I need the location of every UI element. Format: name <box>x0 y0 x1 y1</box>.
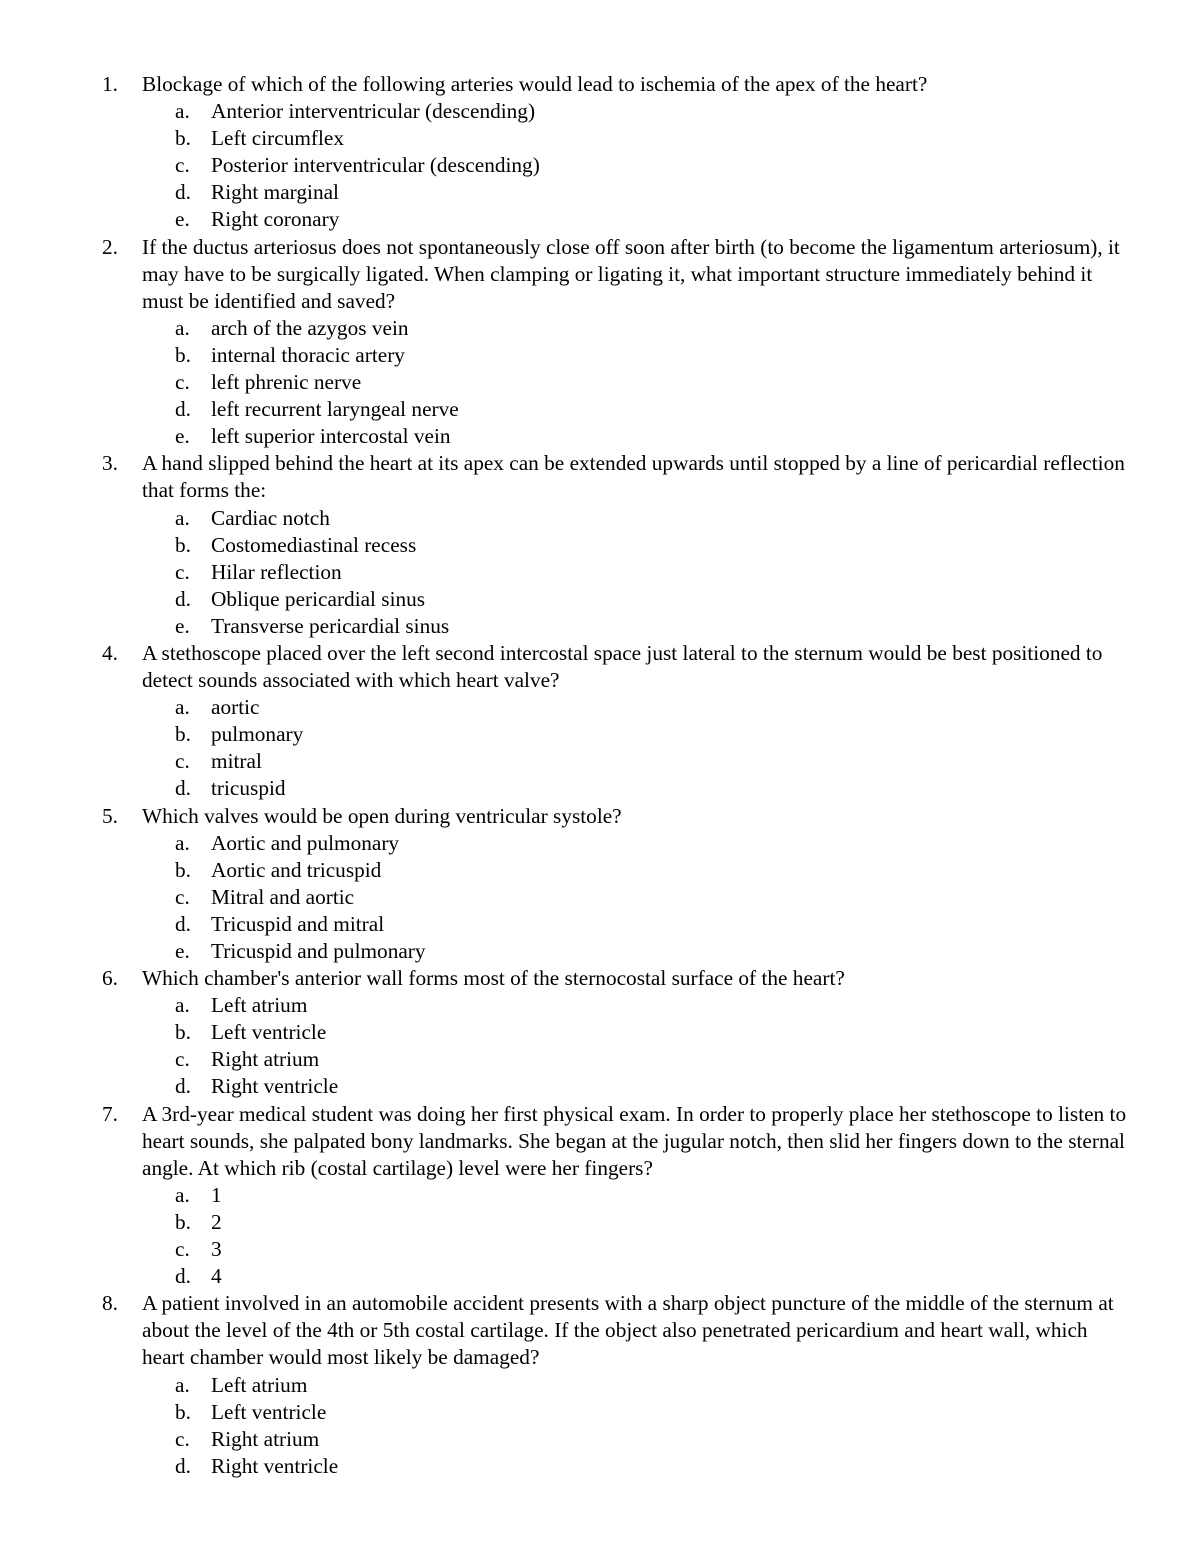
answer-option <box>0 98 1200 125</box>
question-3 <box>0 450 1200 640</box>
answer-option <box>0 721 1200 748</box>
option-letter: a. <box>175 315 190 340</box>
option-letter: e. <box>175 207 190 232</box>
option-letter: c. <box>175 749 190 774</box>
option-text: Posterior interventricular (descending) <box>211 153 540 178</box>
option-text: Right marginal <box>211 180 339 205</box>
option-text: Transverse pericardial sinus <box>211 613 450 638</box>
option-text: left recurrent laryngeal nerve <box>211 397 459 422</box>
option-letter: d. <box>175 180 191 205</box>
option-text: Costomediastinal recess <box>211 532 417 557</box>
question-number: 8. <box>102 1291 118 1316</box>
question-stem <box>0 71 1200 98</box>
option-letter: e. <box>175 939 190 963</box>
option-letter: b. <box>175 722 191 747</box>
option-letter: b. <box>175 532 191 557</box>
answer-option <box>0 315 1200 342</box>
option-text: Right coronary <box>211 207 340 232</box>
option-letter: d. <box>175 1264 191 1289</box>
answer-option <box>0 938 1200 965</box>
question-stem <box>0 1290 1200 1371</box>
option-text: Aortic and tricuspid <box>211 857 382 882</box>
question-6 <box>0 965 1200 1100</box>
answer-options <box>0 98 1200 233</box>
option-letter: c. <box>175 370 190 395</box>
answer-option <box>0 1263 1200 1290</box>
option-letter: a. <box>175 695 190 720</box>
option-letter: d. <box>175 397 191 422</box>
option-letter: d. <box>175 911 191 936</box>
option-text: arch of the azygos vein <box>211 315 409 340</box>
answer-options <box>0 1182 1200 1290</box>
option-text: Cardiac notch <box>211 505 330 530</box>
answer-option <box>0 505 1200 532</box>
option-text: Aortic and pulmonary <box>211 830 400 855</box>
answer-options <box>0 505 1200 640</box>
answer-options <box>0 694 1200 802</box>
option-text: Left atrium <box>211 1372 308 1397</box>
question-2 <box>0 234 1200 451</box>
option-text: Left ventricle <box>211 1399 327 1424</box>
option-letter: a. <box>175 1182 190 1207</box>
answer-option <box>0 179 1200 206</box>
option-text: Right atrium <box>211 1426 320 1451</box>
option-letter: c. <box>175 153 190 178</box>
answer-option <box>0 342 1200 369</box>
question-text: If the ductus arteriosus does not spontaneously close off soon after birth (to become the ligamentum arteriosum), it may have to be surgically ligated. When clamping or ligating it, what important structure immediately behind it must be identified and saved? <box>142 234 1120 313</box>
question-text: Which chamber's anterior wall forms most of the sternocostal surface of the heart? <box>142 966 845 991</box>
option-text: Left atrium <box>211 993 308 1018</box>
question-7 <box>0 1101 1200 1291</box>
option-text: Left ventricle <box>211 1020 327 1045</box>
option-text: Right ventricle <box>211 1074 339 1099</box>
answer-option <box>0 152 1200 179</box>
option-letter: d. <box>175 1074 191 1099</box>
question-stem <box>0 234 1200 315</box>
answer-options <box>0 830 1200 965</box>
answer-option <box>0 1046 1200 1073</box>
question-text: Which valves would be open during ventricular systole? <box>142 803 622 828</box>
option-letter: c. <box>175 1426 190 1451</box>
option-text: mitral <box>211 749 262 774</box>
option-text: internal thoracic artery <box>211 342 405 367</box>
option-letter: b. <box>175 1399 191 1424</box>
question-text: A 3rd-year medical student was doing her first physical exam. In order to properly place her stethoscope to listen to heart sounds, she palpated bony landmarks. She began at the jugular notch, then slid her fingers down to the sternal angle. At which rib (costal cartilage) level were her fingers? <box>142 1101 1127 1180</box>
answer-option <box>0 423 1200 450</box>
answer-options <box>0 315 1200 450</box>
option-letter: e. <box>175 613 190 638</box>
option-letter: a. <box>175 99 190 124</box>
option-letter: b. <box>175 1020 191 1045</box>
answer-option <box>0 559 1200 586</box>
option-text: Mitral and aortic <box>211 884 355 909</box>
option-text: left superior intercostal vein <box>211 424 451 449</box>
answer-option <box>0 694 1200 721</box>
option-text: pulmonary <box>211 722 304 747</box>
option-text: Oblique pericardial sinus <box>211 586 426 611</box>
option-text: Right atrium <box>211 1047 320 1072</box>
answer-option <box>0 1209 1200 1236</box>
answer-option <box>0 1019 1200 1046</box>
answer-option <box>0 775 1200 802</box>
option-letter: d. <box>175 1453 191 1478</box>
option-letter: e. <box>175 424 190 449</box>
option-text: 1 <box>211 1182 222 1207</box>
option-letter: a. <box>175 1372 190 1397</box>
answer-option <box>0 1372 1200 1399</box>
option-text: Anterior interventricular (descending) <box>211 99 536 124</box>
option-letter: a. <box>175 830 190 855</box>
question-text: A stethoscope placed over the left second intercostal space just lateral to the sternum would be best positioned to detect sounds associated with which heart valve? <box>142 640 1103 693</box>
option-text: aortic <box>211 695 260 720</box>
answer-option <box>0 748 1200 775</box>
question-number: 5. <box>102 803 118 828</box>
option-text: Tricuspid and mitral <box>211 911 385 936</box>
question-number: 6. <box>102 966 118 991</box>
option-text: Right ventricle <box>211 1453 339 1478</box>
answer-option <box>0 586 1200 613</box>
question-stem <box>0 965 1200 992</box>
question-number: 4. <box>102 640 118 665</box>
question-8 <box>0 1290 1200 1480</box>
option-text: 3 <box>211 1237 222 1262</box>
option-letter: a. <box>175 505 190 530</box>
option-letter: a. <box>175 993 190 1018</box>
option-letter: b. <box>175 342 191 367</box>
option-letter: b. <box>175 857 191 882</box>
option-text: 2 <box>211 1209 222 1234</box>
option-text: left phrenic nerve <box>211 370 362 395</box>
answer-option <box>0 830 1200 857</box>
question-stem <box>0 450 1200 504</box>
answer-option <box>0 532 1200 559</box>
answer-option <box>0 1236 1200 1263</box>
answer-options <box>0 1372 1200 1480</box>
question-5 <box>0 803 1200 966</box>
question-stem <box>0 1101 1200 1182</box>
answer-option <box>0 1453 1200 1480</box>
answer-options <box>0 992 1200 1100</box>
option-letter: d. <box>175 586 191 611</box>
answer-option <box>0 369 1200 396</box>
question-1 <box>0 71 1200 234</box>
question-number: 1. <box>102 72 118 96</box>
option-letter: c. <box>175 884 190 909</box>
answer-option <box>0 613 1200 640</box>
question-number: 7. <box>102 1101 118 1126</box>
answer-option <box>0 1182 1200 1209</box>
document-page <box>0 71 1200 1480</box>
question-text: A patient involved in an automobile accident presents with a sharp object puncture of the middle of the sternum at about the level of the 4th or 5th costal cartilage. If the object also penetrated pericardium and heart wall, which heart chamber would most likely be damaged? <box>142 1291 1114 1370</box>
question-number: 3. <box>102 451 118 476</box>
answer-option <box>0 1399 1200 1426</box>
answer-option <box>0 911 1200 938</box>
answer-option <box>0 884 1200 911</box>
question-text: Blockage of which of the following arteries would lead to ischemia of the apex of the heart? <box>142 72 928 96</box>
answer-option <box>0 1426 1200 1453</box>
option-text: Hilar reflection <box>211 559 342 584</box>
option-text: Tricuspid and pulmonary <box>211 939 426 963</box>
option-text: Left circumflex <box>211 126 345 151</box>
answer-option <box>0 857 1200 884</box>
option-letter: b. <box>175 126 191 151</box>
answer-option <box>0 992 1200 1019</box>
question-4 <box>0 640 1200 803</box>
answer-option <box>0 396 1200 423</box>
option-letter: c. <box>175 1047 190 1072</box>
option-letter: c. <box>175 559 190 584</box>
question-text: A hand slipped behind the heart at its apex can be extended upwards until stopped by a line of pericardial reflection that forms the: <box>142 451 1125 503</box>
option-letter: d. <box>175 776 191 801</box>
answer-option <box>0 206 1200 233</box>
question-stem <box>0 640 1200 694</box>
option-text: tricuspid <box>211 776 286 801</box>
option-text: 4 <box>211 1264 222 1289</box>
question-stem <box>0 803 1200 830</box>
answer-option <box>0 1073 1200 1100</box>
option-letter: b. <box>175 1209 191 1234</box>
question-number: 2. <box>102 234 118 259</box>
answer-option <box>0 125 1200 152</box>
option-letter: c. <box>175 1237 190 1262</box>
